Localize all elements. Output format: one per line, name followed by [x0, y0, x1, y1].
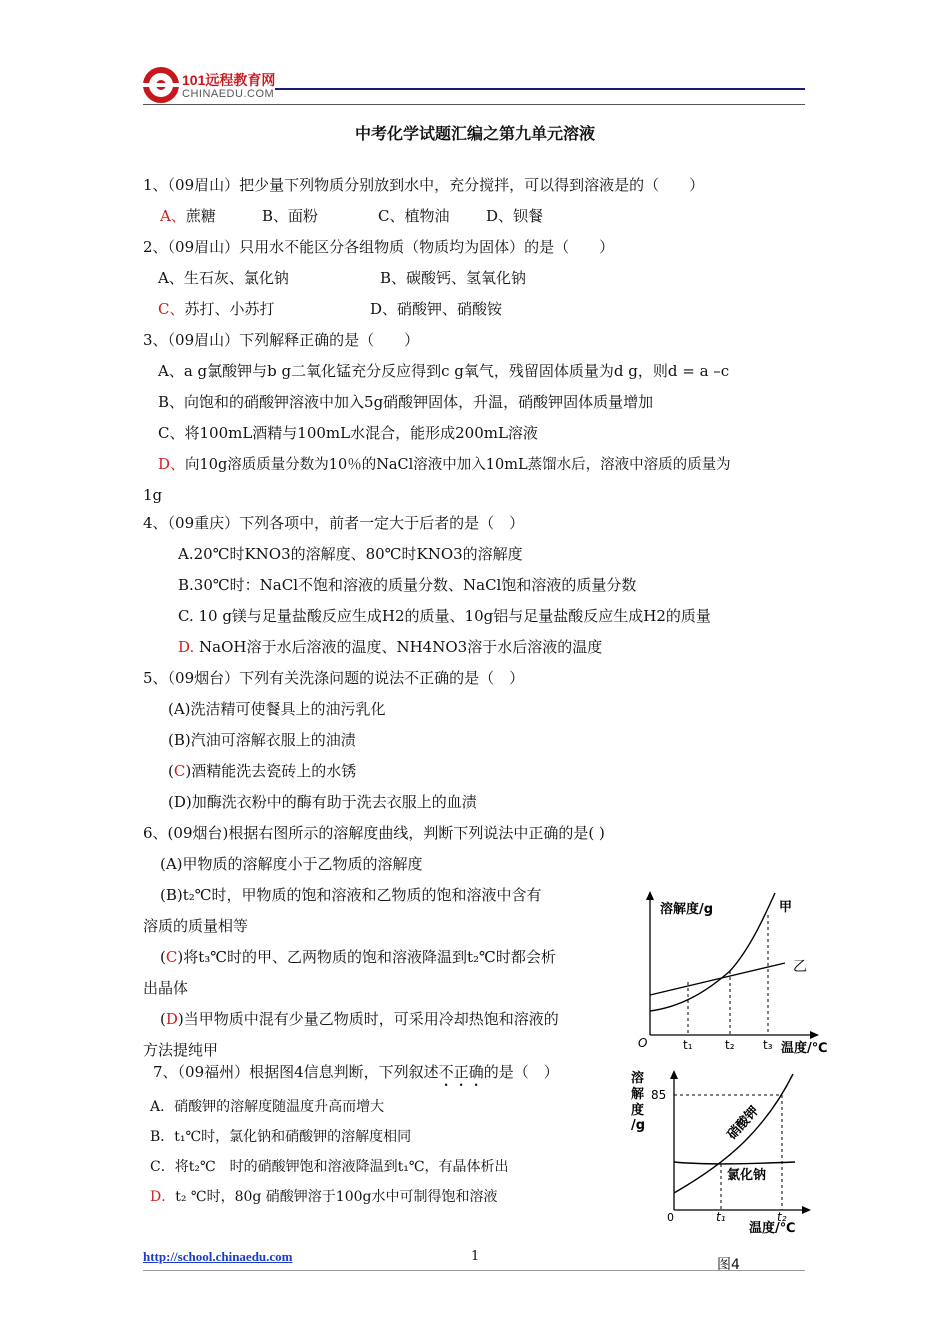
q2-option-c [158, 299, 275, 319]
q5-option-c-text: )酒精能洗去瓷砖上的水锈 [185, 762, 357, 780]
q7-option-b: B．t₁℃时，氯化钠和硝酸钾的溶解度相同 [150, 1129, 412, 1145]
q1-option-c: C、植物油 [378, 207, 450, 225]
fig2-y85-label: 85 [651, 1088, 667, 1102]
logo-icon [143, 67, 179, 103]
fig1-t1-label: t₁ [683, 1038, 693, 1052]
q6-option-b-cont: 溶质的质量相等 [143, 917, 249, 935]
q3-answer-letter: D、 [158, 455, 186, 473]
header [0, 0, 950, 110]
q6-option-c-cont: 出晶体 [143, 979, 189, 997]
question-4-stem: 4、（09重庆）下列各项中，前者一定大于后者的是（ ） [143, 514, 525, 532]
question-1-options [160, 206, 544, 226]
q5-option-d: (D)加酶洗衣粉中的酶有助于洗去衣服上的血渍 [168, 793, 477, 811]
q7-option-d [150, 1187, 498, 1207]
header-rule-top [275, 88, 805, 90]
logo-line1: 101远程教育网 [182, 72, 276, 88]
q6-answer-letter-d: D [165, 1010, 178, 1028]
footer-link[interactable]: http://school.chinaedu.com [143, 1249, 293, 1264]
q2-answer-letter: C、 [158, 300, 185, 318]
q6-option-d-cont: 方法提纯甲 [143, 1041, 219, 1059]
q3-option-a: A、a g氯酸钾与b g二氧化锰充分反应得到c g氧气，残留固体质量为d g，则d = a –c [158, 362, 730, 380]
fig1-xlabel: 温度/℃ [781, 1041, 828, 1056]
q1-option-a: 蔗糖 [185, 207, 216, 225]
fig2-curve-nacl [674, 1162, 795, 1164]
solubility-chart-1 [635, 885, 850, 1060]
q4-option-a: A.20℃时KNO3的溶解度、80℃时KNO3的溶解度 [178, 545, 523, 563]
fig2-xlabel: 温度/℃ [749, 1221, 796, 1236]
q3-option-d-text: 向10g溶质质量分数为10％的NaCl溶液中加入10mL蒸馏水后，溶液中溶质的质量为 [185, 457, 731, 473]
header-rule-bottom [143, 104, 805, 105]
q2-option-a: A、生石灰、氯化钠 [158, 269, 289, 287]
question-1-stem: 1、（09眉山）把少量下列物质分别放到水中，充分搅拌，可以得到溶液是的（ ） [143, 176, 705, 194]
fig2-t1-label: t₁ [716, 1210, 726, 1224]
fig1-t2-label: t₂ [725, 1038, 735, 1052]
q7-option-a: A．硝酸钾的溶解度随温度升高而增大 [150, 1099, 385, 1115]
fig1-label-yi: 乙 [793, 959, 807, 975]
q1-answer-letter: A、 [160, 207, 186, 225]
page-title: 中考化学试题汇编之第九单元溶液 [354, 124, 595, 143]
logo-line2: CHINAEDU.COM [182, 88, 275, 100]
fig2-t2-label: t₂ [777, 1210, 787, 1224]
q3-option-d [158, 454, 731, 475]
q7-answer-letter: D． [150, 1189, 176, 1205]
fig2-label-kno3: 硝酸钾 [724, 1103, 763, 1143]
fig2-label-nacl: 氯化钠 [727, 1168, 767, 1183]
q5-option-a: (A)洗洁精可使餐具上的油污乳化 [168, 700, 386, 718]
fig1-ylabel: 溶解度/g [660, 902, 714, 917]
question-5-stem: 5、（09烟台）下列有关洗涤问题的说法不正确的是（ ） [143, 669, 525, 687]
question-2-stem: 2、（09眉山）只用水不能区分各组物质（物质均为固体）的是（ ） [143, 238, 615, 256]
fig1-t3-label: t₃ [763, 1038, 773, 1052]
q2-option-d: D、硝酸钾、硝酸铵 [370, 300, 503, 318]
question-3-stem: 3、（09眉山）下列解释正确的是（ ） [143, 331, 420, 349]
q3-option-b: B、向饱和的硝酸钾溶液中加入5g硝酸钾固体，升温，硝酸钾固体质量增加 [158, 393, 654, 411]
fig1-label-jia: 甲 [779, 900, 793, 915]
q4-option-c: C. 10 g镁与足量盐酸反应生成H2的质量、10g铝与足量盐酸反应生成H2的质量 [178, 607, 711, 625]
q4-option-d-text: NaOH溶于水后溶液的温度、NH4NO3溶于水后溶液的温度 [194, 638, 603, 656]
q7-stem-post: 的是（ ） [483, 1063, 559, 1081]
q3-option-d-cont: 1g [143, 486, 163, 504]
q6-c-open: ( [160, 948, 166, 966]
q5-option-c [168, 761, 356, 781]
q6-option-c [160, 947, 556, 967]
question-6-stem: 6、(09烟台)根据右图所示的溶解度曲线，判断下列说法中正确的是( ) [143, 824, 605, 842]
footer-rule [143, 1270, 805, 1271]
figure-4-caption: 图4 [717, 1257, 740, 1273]
q7-stem-emphasis: 不正确 [438, 1063, 484, 1081]
q1-option-d: D、钡餐 [486, 207, 544, 225]
q6-d-open: ( [160, 1010, 166, 1028]
fig2-x-arrow [802, 1206, 811, 1214]
fig1-curve-yi [650, 963, 785, 995]
q4-option-b: B.30℃时：NaCl不饱和溶液的质量分数、NaCl饱和溶液的质量分数 [178, 576, 637, 594]
fig1-origin: O [638, 1036, 648, 1050]
q6-option-a: (A)甲物质的溶解度小于乙物质的溶解度 [160, 855, 423, 873]
q6-option-d-text: )当甲物质中混有少量乙物质时，可采用冷却热饱和溶液的 [177, 1010, 559, 1028]
fig1-x-arrow [810, 1031, 819, 1039]
fig1-y-arrow [646, 891, 654, 900]
fig2-ylabel: 溶解度/g [631, 1071, 646, 1133]
q5-answer-letter: C [173, 762, 186, 780]
fig2-y-arrow [670, 1070, 678, 1079]
solubility-chart-2 [625, 1066, 825, 1236]
q5-option-b: (B)汽油可溶解衣服上的油渍 [168, 731, 356, 749]
q3-option-c: C、将100mL酒精与100mL水混合，能形成200mL溶液 [158, 424, 538, 442]
q6-option-d [160, 1009, 559, 1029]
q6-option-b: (B)t₂℃时，甲物质的饱和溶液和乙物质的饱和溶液中含有 [160, 886, 542, 904]
page-number: 1 [471, 1249, 480, 1264]
q7-option-c: C．将t₂℃ 时的硝酸钾饱和溶液降温到t₁℃，有晶体析出 [150, 1159, 509, 1175]
q4-option-d [178, 637, 602, 657]
q5-c-open: ( [168, 762, 174, 780]
q7-stem-pre: 7、（09福州）根据图4信息判断，下列叙述 [153, 1063, 439, 1081]
q2-option-b: B、碳酸钙、氢氧化钠 [380, 269, 527, 287]
q4-answer-letter: D. [178, 638, 195, 656]
fig2-origin: 0 [667, 1211, 674, 1224]
q6-answer-letter-c: C [165, 948, 178, 966]
q6-option-c-text: )将t₃℃时的甲、乙两物质的饱和溶液降温到t₂℃时都会析 [177, 948, 556, 966]
q7-option-d-text: t₂ ℃时，80g 硝酸钾溶于100g水中可制得饱和溶液 [175, 1189, 498, 1205]
q1-option-b: B、面粉 [262, 207, 319, 225]
question-7-stem [153, 1062, 559, 1090]
q2-option-c-text: 苏打、小苏打 [184, 300, 275, 318]
